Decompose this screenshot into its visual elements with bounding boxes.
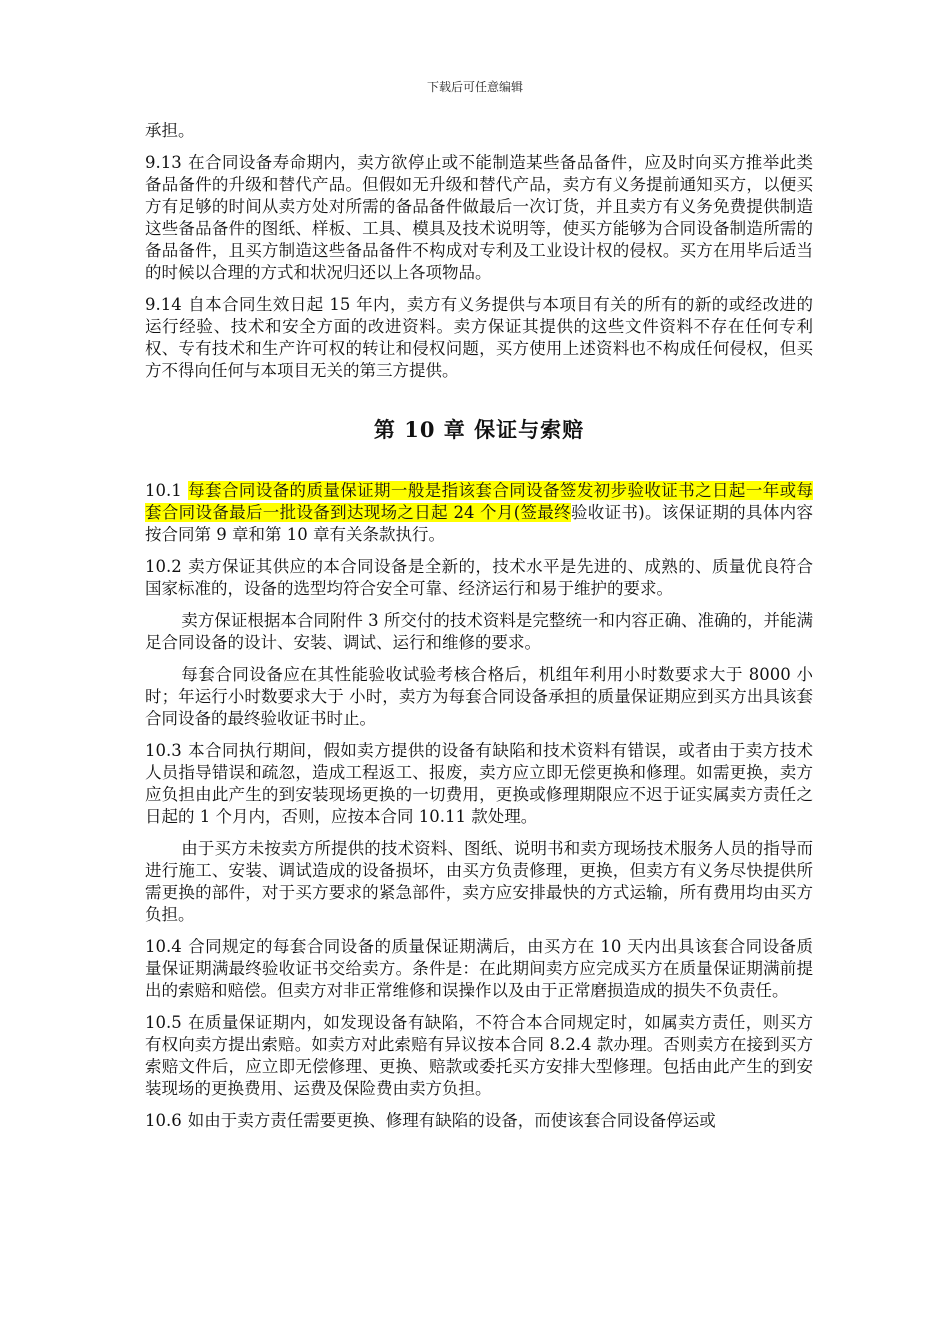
clause-9-13: [145, 152, 813, 284]
clause-10-3: [145, 740, 813, 828]
paragraph-text: 承担。: [145, 121, 195, 140]
paragraph-technical-data: [145, 610, 813, 654]
clause-text: 本合同执行期间，假如卖方提供的设备有缺陷和技术资料有错误，或者由于卖方技术人员指导错误和疏忽，造成工程返工、报废，卖方应立即无偿更换和修理。如需更换，卖方应负担由此产生的到安装现场更换的一切费用，更换或修理期限应不迟于证实属卖方责任之日起的 1 个月内，否则，应按本合同 10.11 款处理。: [145, 741, 813, 826]
paragraph-continuation: [145, 120, 813, 142]
document-body: [145, 120, 813, 1142]
clause-10-4: [145, 936, 813, 1002]
clause-9-14: [145, 294, 813, 382]
clause-text: 卖方保证其供应的本合同设备是全新的，技术水平是先进的、成熟的、质量优良符合国家标准的，设备的选型均符合安全可靠、经济运行和易于维护的要求。: [145, 557, 813, 598]
paragraph-text: 每套合同设备应在其性能验收试验考核合格后，机组年利用小时数要求大于 8000 小时；年运行小时数要求大于 小时，卖方为每套合同设备承担的质量保证期应到买方出具该套合同设备的最终验收证书时止。: [145, 665, 813, 728]
chapter-title: 第 10 章 保证与索赔: [373, 417, 585, 442]
clause-10-5: [145, 1012, 813, 1100]
clause-number: 9.14: [145, 295, 182, 314]
clause-10-2: [145, 556, 813, 600]
clause-text: 如由于卖方责任需要更换、修理有缺陷的设备，而使该套合同设备停运或: [187, 1111, 716, 1130]
clause-number: 10.4: [145, 937, 182, 956]
paragraph-buyer-responsibility: [145, 838, 813, 926]
clause-number: 10.6: [145, 1111, 182, 1130]
paragraph-text: 由于买方未按卖方所提供的技术资料、图纸、说明书和卖方现场技术服务人员的指导而进行施工、安装、调试造成的设备损坏，由买方负责修理，更换，但卖方有义务尽快提供所需更换的部件，对于买方要求的紧急部件，卖方应安排最快的方式运输，所有费用均由买方负担。: [145, 839, 813, 924]
clause-text: 合同规定的每套合同设备的质量保证期满后，由买方在 10 天内出具该套合同设备质量保证期满最终验收证书交给卖方。条件是：在此期间卖方应完成买方在质量保证期满前提出的索赔和赔偿。但卖方对非正常维修和误操作以及由于正常磨损造成的损失不负责任。: [145, 937, 813, 1000]
clause-10-6: [145, 1110, 813, 1132]
clause-number: 10.1: [145, 481, 182, 500]
clause-number: 10.5: [145, 1013, 182, 1032]
paragraph-text: 卖方保证根据本合同附件 3 所交付的技术资料是完整统一和内容正确、准确的，并能满足合同设备的设计、安装、调试、运行和维修的要求。: [145, 611, 813, 652]
paragraph-utilization-hours: [145, 664, 813, 730]
page-header: 下载后可任意编辑: [426, 80, 523, 94]
clause-text: 自本合同生效日起 15 年内，卖方有义务提供与本项目有关的所有的新的或经改进的运行经验、技术和安全方面的改进资料。卖方保证其提供的这些文件资料不存在任何专利权、专有技术和生产许可权的转让和侵权问题，买方使用上述资料也不构成任何侵权，但买方不得向任何与本项目无关的第三方提供。: [145, 295, 813, 380]
clause-number: 10.3: [145, 741, 182, 760]
clause-text: 在合同设备寿命期内，卖方欲停止或不能制造某些备品备件，应及时向买方推举此类备品备件的升级和替代产品。但假如无升级和替代产品，卖方有义务提前通知买方，以便买方有足够的时间从卖方处对所需的备品备件做最后一次订货，并且卖方有义务免费提供制造这些备品备件的图纸、样板、工具、模具及技术说明等，使买方能够为合同设备制造所需的备品备件，且买方制造这些备品备件不构成对专利及工业设计权的侵权。买方在用毕后适当的时候以合理的方式和状况归还以上各项物品。: [145, 153, 813, 282]
clause-number: 10.2: [145, 557, 182, 576]
clause-10-1: [145, 480, 813, 546]
clause-number: 9.13: [145, 153, 182, 172]
highlighted-text: 每套合同设备的质量保证期一般是指该套合同设备签发初步验收证书之日起一年或每套合同设备最后一批设备到达现场之日起 24 个月(签最终: [145, 481, 813, 522]
clause-text: 在质量保证期内，如发现设备有缺陷，不符合本合同规定时，如属卖方责任，则买方有权向卖方提出索赔。如卖方对此索赔有异议按本合同 8.2.4 款办理。否则卖方在接到买方索赔文件后，应立即无偿修理、更换、赔款或委托买方安排大型修理。包括由此产生的到安装现场的更换费用、运费及保险费由卖方负担。: [145, 1013, 813, 1098]
clause-text: 验收证书)。该保证期的具体内容按合同第 9 章和第 10 章有关条款执行。: [145, 503, 813, 544]
